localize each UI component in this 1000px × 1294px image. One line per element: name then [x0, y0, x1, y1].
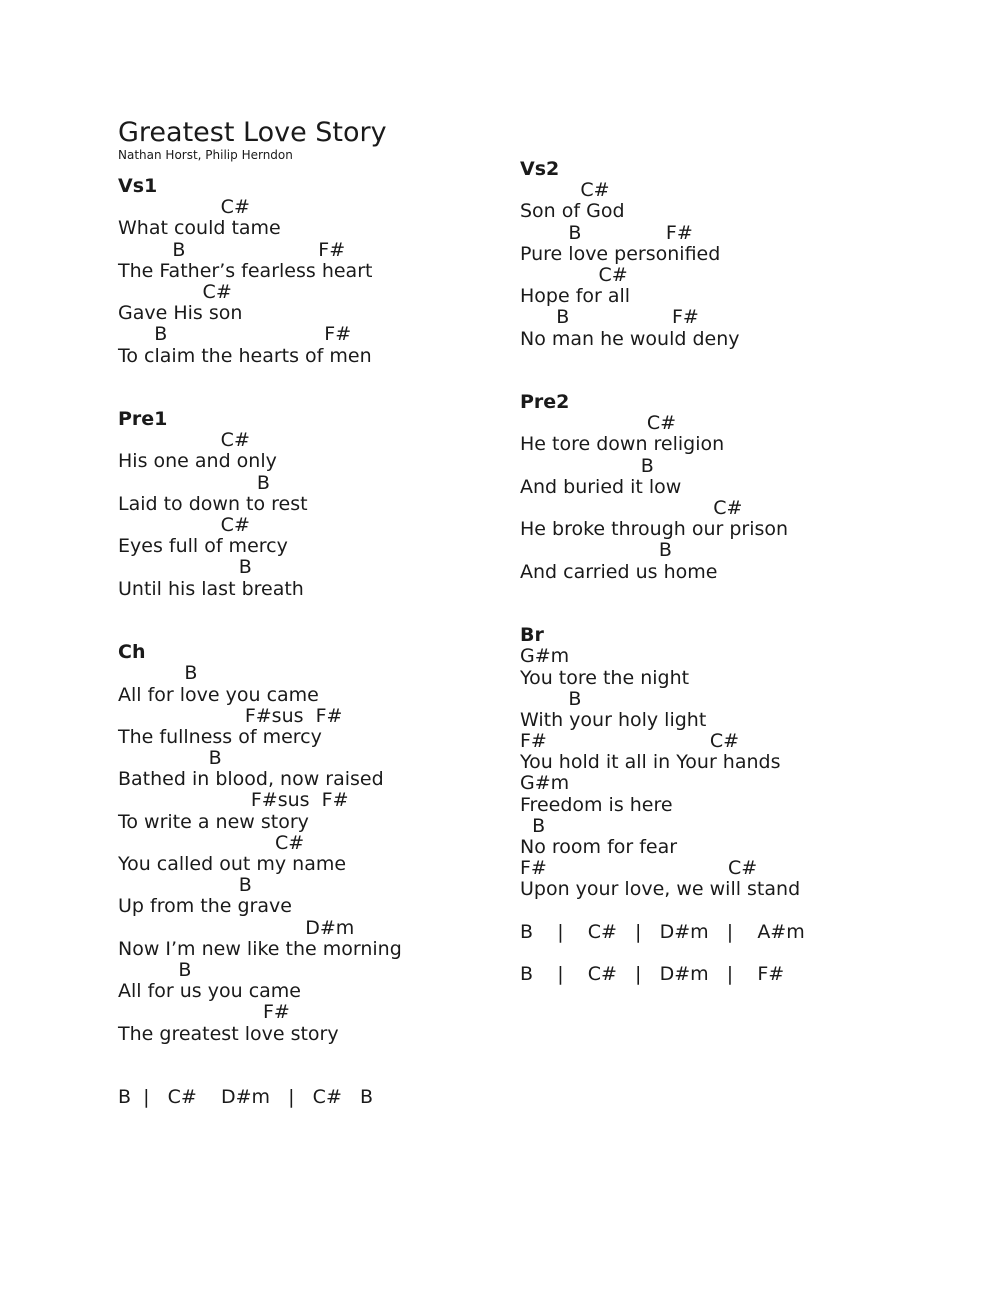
- section-ch: [118, 663, 538, 1044]
- lyric-line: Upon your love, we will stand: [520, 878, 801, 901]
- lyric-line: And buried it low: [520, 475, 682, 498]
- chord-line: D#m: [118, 916, 355, 939]
- lyric-line: All for love you came: [118, 683, 319, 706]
- song-title: Greatest Love Story: [118, 117, 387, 148]
- section-heading-vs2: Vs2: [520, 158, 560, 180]
- lyric-line: The fullness of mercy: [118, 725, 322, 748]
- chord-line: F#: [118, 1001, 290, 1024]
- chord-line: B: [118, 747, 222, 770]
- chord-line: C#: [520, 412, 677, 435]
- lyric-line: No man he would deny: [520, 327, 740, 350]
- chord-line: B F#: [520, 306, 699, 329]
- lyric-line: The greatest love story: [118, 1022, 339, 1045]
- chord-line: B: [520, 454, 654, 477]
- lyric-line: Pure love personified: [520, 242, 721, 265]
- chord-line: B: [520, 687, 582, 710]
- chord-line: B F#: [520, 221, 693, 244]
- chord-line: B: [118, 662, 198, 685]
- lyric-line: You called out my name: [118, 853, 347, 876]
- lyric-line: No room for fear: [520, 836, 678, 859]
- lyric-line: Laid to down to rest: [118, 492, 308, 515]
- chord-line: B: [118, 556, 252, 579]
- chord-turnaround-1: B | C# | D#m | A#m: [520, 920, 805, 943]
- chord-line: C#: [118, 196, 250, 219]
- lyric-line: Eyes full of mercy: [118, 535, 288, 558]
- section-heading-ch: Ch: [118, 641, 146, 664]
- chord-line: B: [520, 814, 546, 837]
- chord-line: F#sus F#: [118, 789, 349, 812]
- chord-line: B F#: [118, 323, 352, 346]
- section-pre2: [520, 413, 940, 583]
- section-heading-br: Br: [520, 624, 544, 647]
- chord-line: C#: [520, 179, 610, 202]
- lyric-line: And carried us home: [520, 560, 718, 583]
- lyric-line: Now I’m new like the morning: [118, 937, 402, 960]
- section-heading-pre2: Pre2: [520, 391, 570, 414]
- chord-line: C#: [118, 280, 232, 303]
- lyric-line: Gave His son: [118, 302, 243, 325]
- lyric-line: Hope for all: [520, 285, 631, 308]
- chord-turnaround-2: B | C# | D#m | F#: [520, 963, 785, 986]
- chord-line: C#: [520, 497, 743, 520]
- lyric-line: You hold it all in Your hands: [520, 751, 781, 774]
- lyric-line: Freedom is here: [520, 793, 673, 816]
- lyric-line: To claim the hearts of men: [118, 344, 372, 367]
- chord-turnaround: B | C# D#m | C# B: [118, 1086, 374, 1109]
- left-column: [118, 176, 538, 1108]
- lyric-line: All for us you came: [118, 980, 301, 1003]
- chord-line: G#m: [520, 645, 570, 668]
- song-authors: Nathan Horst, Philip Herndon: [118, 148, 293, 162]
- lyric-line: Son of God: [520, 200, 625, 223]
- lyric-line: With your holy light: [520, 708, 707, 731]
- lyric-line: His one and only: [118, 450, 277, 473]
- chord-line: B: [118, 958, 192, 981]
- chord-line: B: [118, 874, 252, 897]
- lyric-line: What could tame: [118, 217, 281, 240]
- chord-line: G#m: [520, 772, 570, 795]
- chord-line: B: [520, 539, 672, 562]
- section-pre1: [118, 430, 538, 600]
- chord-line: F# C#: [520, 857, 758, 880]
- lyric-line: You tore the night: [520, 666, 690, 689]
- chord-line: B: [118, 471, 270, 494]
- right-column: [520, 159, 940, 985]
- chord-line: C#: [118, 514, 250, 537]
- section-heading-pre1: Pre1: [118, 408, 168, 431]
- chord-line: F# C#: [520, 730, 740, 753]
- chord-line: B F#: [118, 238, 346, 261]
- lyric-line: The Father’s fearless heart: [118, 259, 373, 282]
- lyric-line: To write a new story: [118, 810, 309, 833]
- chord-line: C#: [118, 831, 305, 854]
- lyric-line: Until his last breath: [118, 577, 304, 600]
- chord-line: C#: [520, 263, 628, 286]
- section-br: [520, 646, 940, 900]
- lyric-line: He tore down religion: [520, 433, 725, 456]
- lyric-line: He broke through our prison: [520, 518, 789, 541]
- chord-line: F#sus F#: [118, 704, 343, 727]
- lyric-line: Bathed in blood, now raised: [118, 768, 384, 791]
- section-vs1: [118, 197, 538, 367]
- section-vs2: [520, 180, 940, 350]
- lyric-line: Up from the grave: [118, 895, 292, 918]
- section-heading-vs1: Vs1: [118, 175, 158, 197]
- chord-line: C#: [118, 429, 250, 452]
